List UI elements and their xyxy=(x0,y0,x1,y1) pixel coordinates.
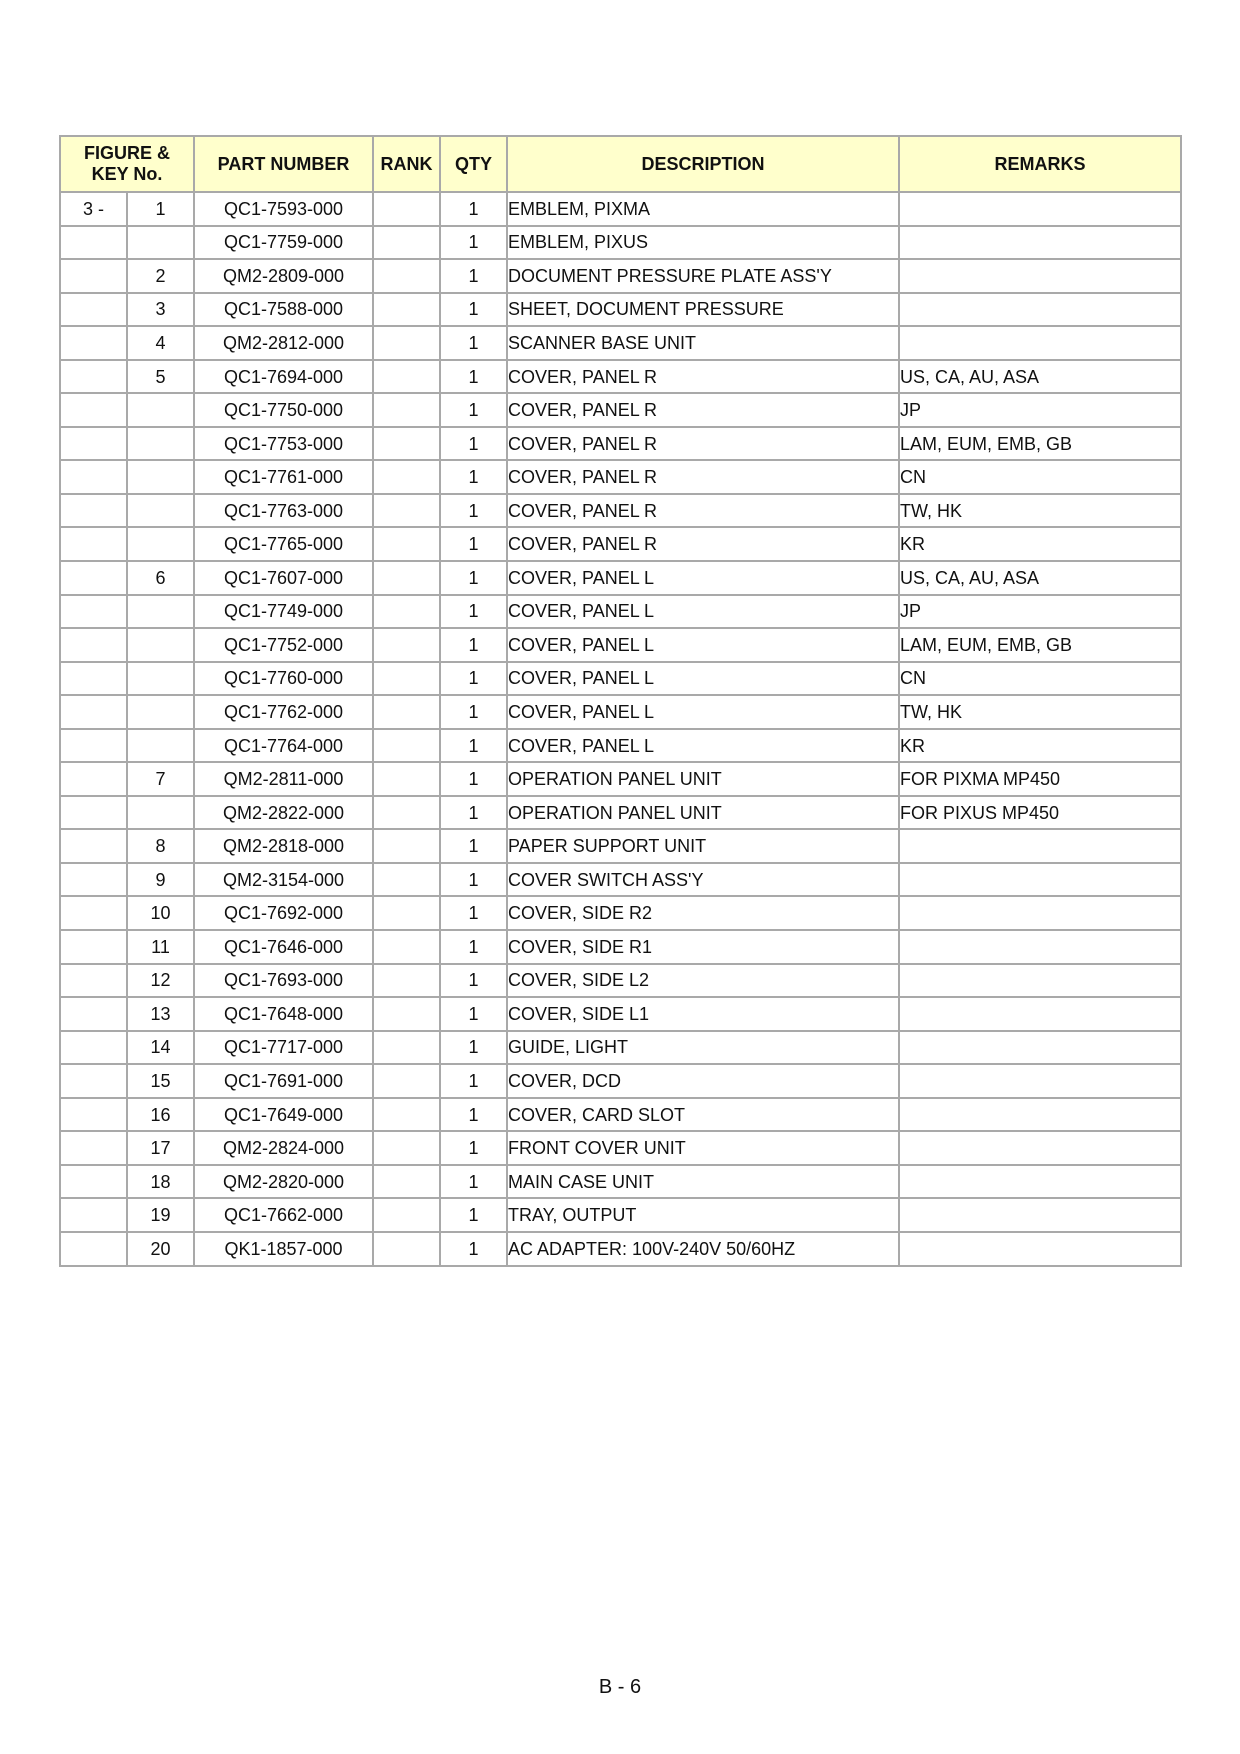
cell-remarks: LAM, EUM, EMB, GB xyxy=(899,427,1181,461)
table-row xyxy=(60,1232,1181,1266)
cell-description: AC ADAPTER: 100V-240V 50/60HZ xyxy=(507,1232,899,1266)
cell-qty: 1 xyxy=(440,796,507,830)
cell-rank xyxy=(373,561,440,595)
table-row xyxy=(60,1098,1181,1132)
cell-figure xyxy=(60,1198,127,1232)
cell-key-no: 19 xyxy=(127,1198,194,1232)
cell-key-no: 2 xyxy=(127,259,194,293)
cell-description: COVER, PANEL R xyxy=(507,527,899,561)
header-description: DESCRIPTION xyxy=(507,136,899,192)
cell-description: COVER, PANEL L xyxy=(507,561,899,595)
cell-figure xyxy=(60,326,127,360)
cell-rank xyxy=(373,1064,440,1098)
cell-rank xyxy=(373,829,440,863)
cell-remarks: FOR PIXMA MP450 xyxy=(899,762,1181,796)
cell-key-no xyxy=(127,393,194,427)
cell-rank xyxy=(373,964,440,998)
cell-key-no xyxy=(127,695,194,729)
cell-key-no: 10 xyxy=(127,896,194,930)
cell-qty: 1 xyxy=(440,1098,507,1132)
cell-remarks xyxy=(899,259,1181,293)
cell-figure xyxy=(60,1131,127,1165)
cell-rank xyxy=(373,360,440,394)
cell-rank xyxy=(373,863,440,897)
cell-figure xyxy=(60,628,127,662)
cell-part-number: QC1-7662-000 xyxy=(194,1198,373,1232)
cell-key-no xyxy=(127,226,194,260)
cell-part-number: QC1-7607-000 xyxy=(194,561,373,595)
cell-remarks xyxy=(899,1031,1181,1065)
table-row xyxy=(60,964,1181,998)
cell-remarks: TW, HK xyxy=(899,494,1181,528)
cell-remarks: FOR PIXUS MP450 xyxy=(899,796,1181,830)
cell-qty: 1 xyxy=(440,460,507,494)
parts-list-table xyxy=(59,135,1182,1267)
cell-rank xyxy=(373,226,440,260)
cell-part-number: QM2-3154-000 xyxy=(194,863,373,897)
cell-rank xyxy=(373,460,440,494)
cell-rank xyxy=(373,628,440,662)
cell-remarks xyxy=(899,1165,1181,1199)
cell-figure: 3 - xyxy=(60,192,127,226)
cell-description: FRONT COVER UNIT xyxy=(507,1131,899,1165)
cell-qty: 1 xyxy=(440,1232,507,1266)
cell-figure xyxy=(60,930,127,964)
cell-key-no: 20 xyxy=(127,1232,194,1266)
table-row xyxy=(60,226,1181,260)
cell-description: PAPER SUPPORT UNIT xyxy=(507,829,899,863)
cell-key-no: 12 xyxy=(127,964,194,998)
cell-remarks xyxy=(899,930,1181,964)
table-row xyxy=(60,930,1181,964)
cell-qty: 1 xyxy=(440,964,507,998)
cell-part-number: QC1-7761-000 xyxy=(194,460,373,494)
table-row xyxy=(60,595,1181,629)
cell-key-no xyxy=(127,796,194,830)
cell-remarks xyxy=(899,964,1181,998)
cell-remarks: JP xyxy=(899,595,1181,629)
cell-key-no xyxy=(127,595,194,629)
cell-key-no xyxy=(127,729,194,763)
table-row xyxy=(60,293,1181,327)
cell-rank xyxy=(373,259,440,293)
cell-part-number: QC1-7691-000 xyxy=(194,1064,373,1098)
table-row xyxy=(60,393,1181,427)
cell-key-no xyxy=(127,494,194,528)
cell-part-number: QC1-7759-000 xyxy=(194,226,373,260)
cell-description: COVER, PANEL R xyxy=(507,427,899,461)
cell-part-number: QC1-7753-000 xyxy=(194,427,373,461)
cell-key-no: 18 xyxy=(127,1165,194,1199)
table-row xyxy=(60,997,1181,1031)
cell-qty: 1 xyxy=(440,662,507,696)
table-row xyxy=(60,1064,1181,1098)
cell-key-no xyxy=(127,427,194,461)
cell-key-no: 4 xyxy=(127,326,194,360)
cell-key-no: 8 xyxy=(127,829,194,863)
cell-description: COVER, PANEL R xyxy=(507,494,899,528)
cell-rank xyxy=(373,1198,440,1232)
cell-remarks xyxy=(899,293,1181,327)
table-row xyxy=(60,1198,1181,1232)
table-row xyxy=(60,561,1181,595)
cell-qty: 1 xyxy=(440,1064,507,1098)
cell-key-no: 9 xyxy=(127,863,194,897)
page-number: B - 6 xyxy=(598,1676,642,1698)
cell-description: COVER, PANEL L xyxy=(507,662,899,696)
cell-part-number: QM2-2809-000 xyxy=(194,259,373,293)
cell-qty: 1 xyxy=(440,595,507,629)
cell-description: OPERATION PANEL UNIT xyxy=(507,762,899,796)
cell-qty: 1 xyxy=(440,393,507,427)
cell-figure xyxy=(60,997,127,1031)
cell-remarks: LAM, EUM, EMB, GB xyxy=(899,628,1181,662)
cell-qty: 1 xyxy=(440,695,507,729)
cell-remarks xyxy=(899,829,1181,863)
cell-remarks xyxy=(899,1098,1181,1132)
cell-description: OPERATION PANEL UNIT xyxy=(507,796,899,830)
cell-part-number: QK1-1857-000 xyxy=(194,1232,373,1266)
cell-part-number: QC1-7648-000 xyxy=(194,997,373,1031)
cell-part-number: QC1-7649-000 xyxy=(194,1098,373,1132)
table-row xyxy=(60,829,1181,863)
table-row xyxy=(60,863,1181,897)
cell-part-number: QC1-7692-000 xyxy=(194,896,373,930)
cell-qty: 1 xyxy=(440,527,507,561)
table-row xyxy=(60,326,1181,360)
cell-description: COVER, PANEL R xyxy=(507,393,899,427)
header-qty: QTY xyxy=(440,136,507,192)
cell-remarks: US, CA, AU, ASA xyxy=(899,360,1181,394)
cell-remarks: US, CA, AU, ASA xyxy=(899,561,1181,595)
table-row xyxy=(60,192,1181,226)
cell-figure xyxy=(60,561,127,595)
table-row xyxy=(60,896,1181,930)
cell-key-no xyxy=(127,527,194,561)
cell-figure xyxy=(60,829,127,863)
cell-rank xyxy=(373,326,440,360)
cell-qty: 1 xyxy=(440,427,507,461)
cell-part-number: QC1-7588-000 xyxy=(194,293,373,327)
cell-figure xyxy=(60,494,127,528)
cell-part-number: QC1-7646-000 xyxy=(194,930,373,964)
cell-figure xyxy=(60,360,127,394)
table-row xyxy=(60,1131,1181,1165)
cell-figure xyxy=(60,293,127,327)
cell-key-no: 14 xyxy=(127,1031,194,1065)
header-figure-key xyxy=(60,136,194,192)
cell-rank xyxy=(373,427,440,461)
cell-key-no: 1 xyxy=(127,192,194,226)
cell-description: EMBLEM, PIXMA xyxy=(507,192,899,226)
cell-qty: 1 xyxy=(440,326,507,360)
cell-description: COVER, SIDE R2 xyxy=(507,896,899,930)
cell-key-no: 15 xyxy=(127,1064,194,1098)
cell-description: COVER, PANEL R xyxy=(507,360,899,394)
cell-description: EMBLEM, PIXUS xyxy=(507,226,899,260)
cell-part-number: QM2-2822-000 xyxy=(194,796,373,830)
table-row xyxy=(60,460,1181,494)
cell-remarks: KR xyxy=(899,527,1181,561)
cell-rank xyxy=(373,729,440,763)
cell-remarks xyxy=(899,226,1181,260)
cell-qty: 1 xyxy=(440,829,507,863)
cell-qty: 1 xyxy=(440,226,507,260)
cell-qty: 1 xyxy=(440,997,507,1031)
cell-qty: 1 xyxy=(440,360,507,394)
cell-part-number: QC1-7764-000 xyxy=(194,729,373,763)
table-row xyxy=(60,762,1181,796)
cell-remarks: TW, HK xyxy=(899,695,1181,729)
cell-description: TRAY, OUTPUT xyxy=(507,1198,899,1232)
cell-description: COVER, PANEL R xyxy=(507,460,899,494)
cell-rank xyxy=(373,192,440,226)
cell-part-number: QC1-7762-000 xyxy=(194,695,373,729)
cell-rank xyxy=(373,1131,440,1165)
cell-qty: 1 xyxy=(440,1165,507,1199)
cell-part-number: QM2-2820-000 xyxy=(194,1165,373,1199)
cell-key-no: 6 xyxy=(127,561,194,595)
cell-part-number: QC1-7765-000 xyxy=(194,527,373,561)
cell-description: COVER, CARD SLOT xyxy=(507,1098,899,1132)
cell-rank xyxy=(373,796,440,830)
cell-part-number: QM2-2818-000 xyxy=(194,829,373,863)
cell-figure xyxy=(60,796,127,830)
cell-part-number: QC1-7593-000 xyxy=(194,192,373,226)
cell-part-number: QC1-7749-000 xyxy=(194,595,373,629)
cell-figure xyxy=(60,259,127,293)
cell-key-no: 11 xyxy=(127,930,194,964)
cell-part-number: QM2-2811-000 xyxy=(194,762,373,796)
cell-remarks xyxy=(899,326,1181,360)
cell-part-number: QC1-7693-000 xyxy=(194,964,373,998)
cell-remarks xyxy=(899,1232,1181,1266)
cell-key-no: 3 xyxy=(127,293,194,327)
cell-key-no xyxy=(127,460,194,494)
cell-rank xyxy=(373,997,440,1031)
cell-figure xyxy=(60,393,127,427)
header-figure-key-line1: FIGURE & xyxy=(84,143,171,163)
cell-rank xyxy=(373,1098,440,1132)
cell-qty: 1 xyxy=(440,930,507,964)
cell-key-no: 5 xyxy=(127,360,194,394)
cell-qty: 1 xyxy=(440,561,507,595)
cell-description: COVER, PANEL L xyxy=(507,695,899,729)
table-row xyxy=(60,628,1181,662)
table-row xyxy=(60,360,1181,394)
cell-key-no: 17 xyxy=(127,1131,194,1165)
cell-qty: 1 xyxy=(440,494,507,528)
cell-key-no xyxy=(127,628,194,662)
table-row xyxy=(60,494,1181,528)
cell-remarks xyxy=(899,896,1181,930)
cell-rank xyxy=(373,1031,440,1065)
cell-description: DOCUMENT PRESSURE PLATE ASS'Y xyxy=(507,259,899,293)
cell-figure xyxy=(60,1232,127,1266)
cell-figure xyxy=(60,427,127,461)
cell-part-number: QC1-7752-000 xyxy=(194,628,373,662)
cell-figure xyxy=(60,1031,127,1065)
cell-description: MAIN CASE UNIT xyxy=(507,1165,899,1199)
cell-rank xyxy=(373,494,440,528)
cell-qty: 1 xyxy=(440,293,507,327)
cell-qty: 1 xyxy=(440,1031,507,1065)
cell-figure xyxy=(60,762,127,796)
table-row xyxy=(60,427,1181,461)
cell-figure xyxy=(60,964,127,998)
cell-key-no: 13 xyxy=(127,997,194,1031)
cell-description: COVER, SIDE L2 xyxy=(507,964,899,998)
cell-key-no: 16 xyxy=(127,1098,194,1132)
header-figure-key-line2: KEY No. xyxy=(91,164,163,184)
cell-key-no: 7 xyxy=(127,762,194,796)
cell-description: GUIDE, LIGHT xyxy=(507,1031,899,1065)
cell-description: COVER, PANEL L xyxy=(507,628,899,662)
cell-remarks xyxy=(899,192,1181,226)
table-body xyxy=(60,192,1181,1266)
cell-remarks: KR xyxy=(899,729,1181,763)
cell-rank xyxy=(373,1165,440,1199)
cell-remarks: CN xyxy=(899,662,1181,696)
cell-remarks xyxy=(899,1131,1181,1165)
cell-part-number: QM2-2812-000 xyxy=(194,326,373,360)
cell-description: COVER SWITCH ASS'Y xyxy=(507,863,899,897)
cell-rank xyxy=(373,695,440,729)
cell-figure xyxy=(60,460,127,494)
cell-qty: 1 xyxy=(440,628,507,662)
cell-description: SCANNER BASE UNIT xyxy=(507,326,899,360)
cell-figure xyxy=(60,695,127,729)
cell-rank xyxy=(373,896,440,930)
cell-remarks: JP xyxy=(899,393,1181,427)
cell-remarks: CN xyxy=(899,460,1181,494)
header-rank: RANK xyxy=(373,136,440,192)
cell-figure xyxy=(60,863,127,897)
cell-rank xyxy=(373,930,440,964)
cell-figure xyxy=(60,527,127,561)
header-part-number: PART NUMBER xyxy=(194,136,373,192)
table-row xyxy=(60,796,1181,830)
cell-figure xyxy=(60,896,127,930)
cell-qty: 1 xyxy=(440,896,507,930)
cell-description: COVER, PANEL L xyxy=(507,595,899,629)
cell-qty: 1 xyxy=(440,192,507,226)
cell-rank xyxy=(373,393,440,427)
cell-description: SHEET, DOCUMENT PRESSURE xyxy=(507,293,899,327)
cell-remarks xyxy=(899,863,1181,897)
cell-description: COVER, SIDE R1 xyxy=(507,930,899,964)
cell-figure xyxy=(60,226,127,260)
cell-description: COVER, DCD xyxy=(507,1064,899,1098)
cell-rank xyxy=(373,1232,440,1266)
cell-part-number: QM2-2824-000 xyxy=(194,1131,373,1165)
table-header-row xyxy=(60,136,1181,192)
cell-figure xyxy=(60,1064,127,1098)
table-row xyxy=(60,662,1181,696)
cell-description: COVER, PANEL L xyxy=(507,729,899,763)
table-row xyxy=(60,1031,1181,1065)
cell-rank xyxy=(373,527,440,561)
cell-qty: 1 xyxy=(440,259,507,293)
cell-figure xyxy=(60,1165,127,1199)
cell-qty: 1 xyxy=(440,762,507,796)
cell-key-no xyxy=(127,662,194,696)
table-row xyxy=(60,695,1181,729)
cell-remarks xyxy=(899,997,1181,1031)
cell-description: COVER, SIDE L1 xyxy=(507,997,899,1031)
table-row xyxy=(60,1165,1181,1199)
cell-rank xyxy=(373,293,440,327)
cell-figure xyxy=(60,662,127,696)
cell-remarks xyxy=(899,1064,1181,1098)
table-row xyxy=(60,729,1181,763)
cell-part-number: QC1-7760-000 xyxy=(194,662,373,696)
cell-part-number: QC1-7694-000 xyxy=(194,360,373,394)
cell-rank xyxy=(373,762,440,796)
cell-qty: 1 xyxy=(440,729,507,763)
cell-figure xyxy=(60,729,127,763)
cell-rank xyxy=(373,595,440,629)
cell-remarks xyxy=(899,1198,1181,1232)
cell-part-number: QC1-7717-000 xyxy=(194,1031,373,1065)
cell-rank xyxy=(373,662,440,696)
cell-figure xyxy=(60,595,127,629)
table-row xyxy=(60,527,1181,561)
table-row xyxy=(60,259,1181,293)
cell-qty: 1 xyxy=(440,1131,507,1165)
cell-figure xyxy=(60,1098,127,1132)
cell-part-number: QC1-7763-000 xyxy=(194,494,373,528)
header-remarks: REMARKS xyxy=(899,136,1181,192)
cell-qty: 1 xyxy=(440,863,507,897)
cell-qty: 1 xyxy=(440,1198,507,1232)
cell-part-number: QC1-7750-000 xyxy=(194,393,373,427)
